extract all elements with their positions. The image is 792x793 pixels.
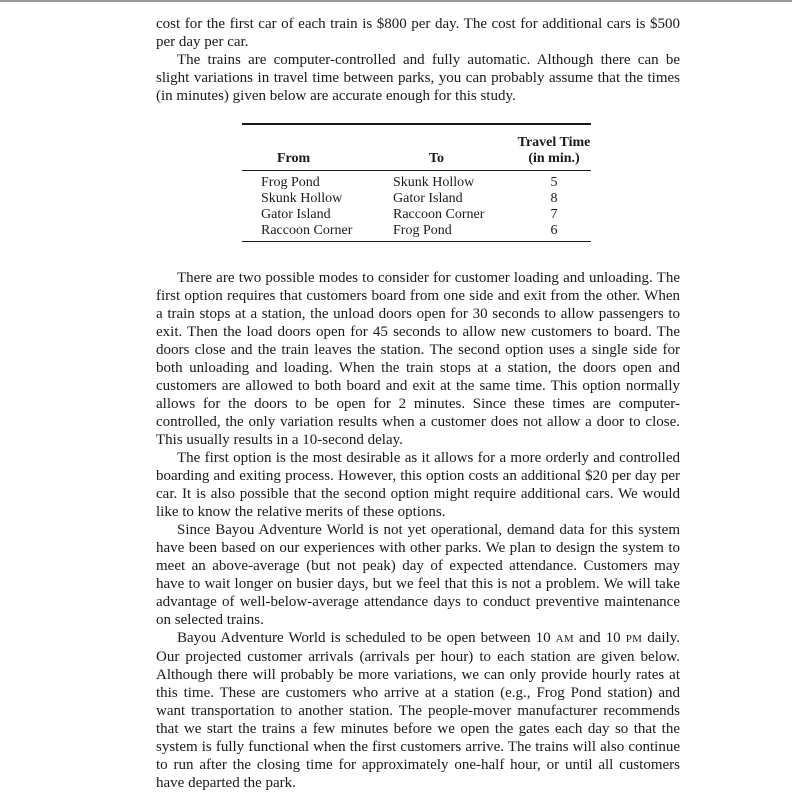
cell-to: Frog Pond xyxy=(393,223,517,242)
cell-from: Skunk Hollow xyxy=(261,191,343,206)
cell-to: Gator Island xyxy=(393,191,463,206)
cell-time: 7 xyxy=(550,207,558,222)
cell-from: Frog Pond xyxy=(242,171,393,192)
pm-label: PM xyxy=(625,633,643,645)
header-travel-time-line1: Travel Time xyxy=(517,135,591,150)
document-page xyxy=(156,15,680,792)
cell-to: Raccoon Corner xyxy=(393,207,485,222)
table-row xyxy=(242,171,591,192)
header-to: To xyxy=(429,151,445,166)
paragraph-cost: cost for the first car of each train is $800 per day. The cost for additional cars is $500 per day per car. xyxy=(156,16,680,50)
header-from: From xyxy=(277,151,311,166)
header-travel-time xyxy=(517,125,591,171)
schedule-text-2: and 10 xyxy=(573,630,626,646)
table-row xyxy=(242,207,591,223)
travel-time-table xyxy=(242,123,591,242)
paragraph-loading-modes: There are two possible modes to consider for customer loading and unloading. The first option requires that customers board from one side and exit from the other. When a train stops at a station, the unload doors open for 30 seconds to allow passengers to exit. Then the load doors open for 45 seconds to allow new customers to board. The doors close and the train leaves the station. The second option uses a single side for both unloading and loading. When the train stops at a station, the doors open and customers are allowed to both board and exit at the same time. This option normally allows for the doors to be open for 2 minutes. Since these times are computer-controlled, the only variation results when a customer does not allow a door to close. This usually results in a 10-second delay. xyxy=(156,270,680,448)
paragraph-travel-time: The trains are computer-controlled and fully automatic. Although there can be slight variations in travel time between parks, you can probably assume that the times (in minutes) given below are accurate enough for this study. xyxy=(156,52,680,104)
page-top-rule xyxy=(0,0,792,2)
cell-time: 6 xyxy=(517,223,591,242)
table-row xyxy=(242,191,591,207)
cell-time: 5 xyxy=(517,171,591,192)
cell-to: Skunk Hollow xyxy=(393,171,517,192)
paragraph-first-option: The first option is the most desirable as it allows for a more orderly and controlled boarding and exiting process. However, this option costs an additional $20 per day per car. It is also possible that the second option might require additional cars. We would like to know the relative merits of these options. xyxy=(156,450,680,520)
schedule-text-1: Bayou Adventure World is scheduled to be open between 10 xyxy=(177,630,556,646)
paragraph-schedule xyxy=(156,629,680,792)
am-label: AM xyxy=(555,633,574,645)
header-travel-time-line2: (in min.) xyxy=(528,151,580,166)
cell-from: Raccoon Corner xyxy=(242,223,393,242)
paragraph-demand-data: Since Bayou Adventure World is not yet operational, demand data for this system have been based on our experiences with other parks. We plan to design the system to meet an above-average (but not peak) day of expected attendance. Customers may have to wait longer on busier days, but we feel that this is not a problem. We will take advantage of well-below-average attendance days to conduct preventive maintenance on selected trains. xyxy=(156,522,680,628)
schedule-text-3: daily. Our projected customer arrivals (arrivals per hour) to each station are given below. Although there will probably be more variations, we can only provide hourly rates at this time. These are customers who arrive at a station (e.g., Frog Pond station) and want transportation to another station. The people-mover manufacturer recommends that we start the trains a few minutes before we open the gates each day so that the system is fully functional when the first customers arrive. The trains will also continue to run after the closing time for approximately one-half hour, or until all customers have departed the park. xyxy=(156,630,680,791)
cell-from: Gator Island xyxy=(261,207,331,222)
cell-time: 8 xyxy=(550,191,558,206)
table-row xyxy=(242,223,591,242)
